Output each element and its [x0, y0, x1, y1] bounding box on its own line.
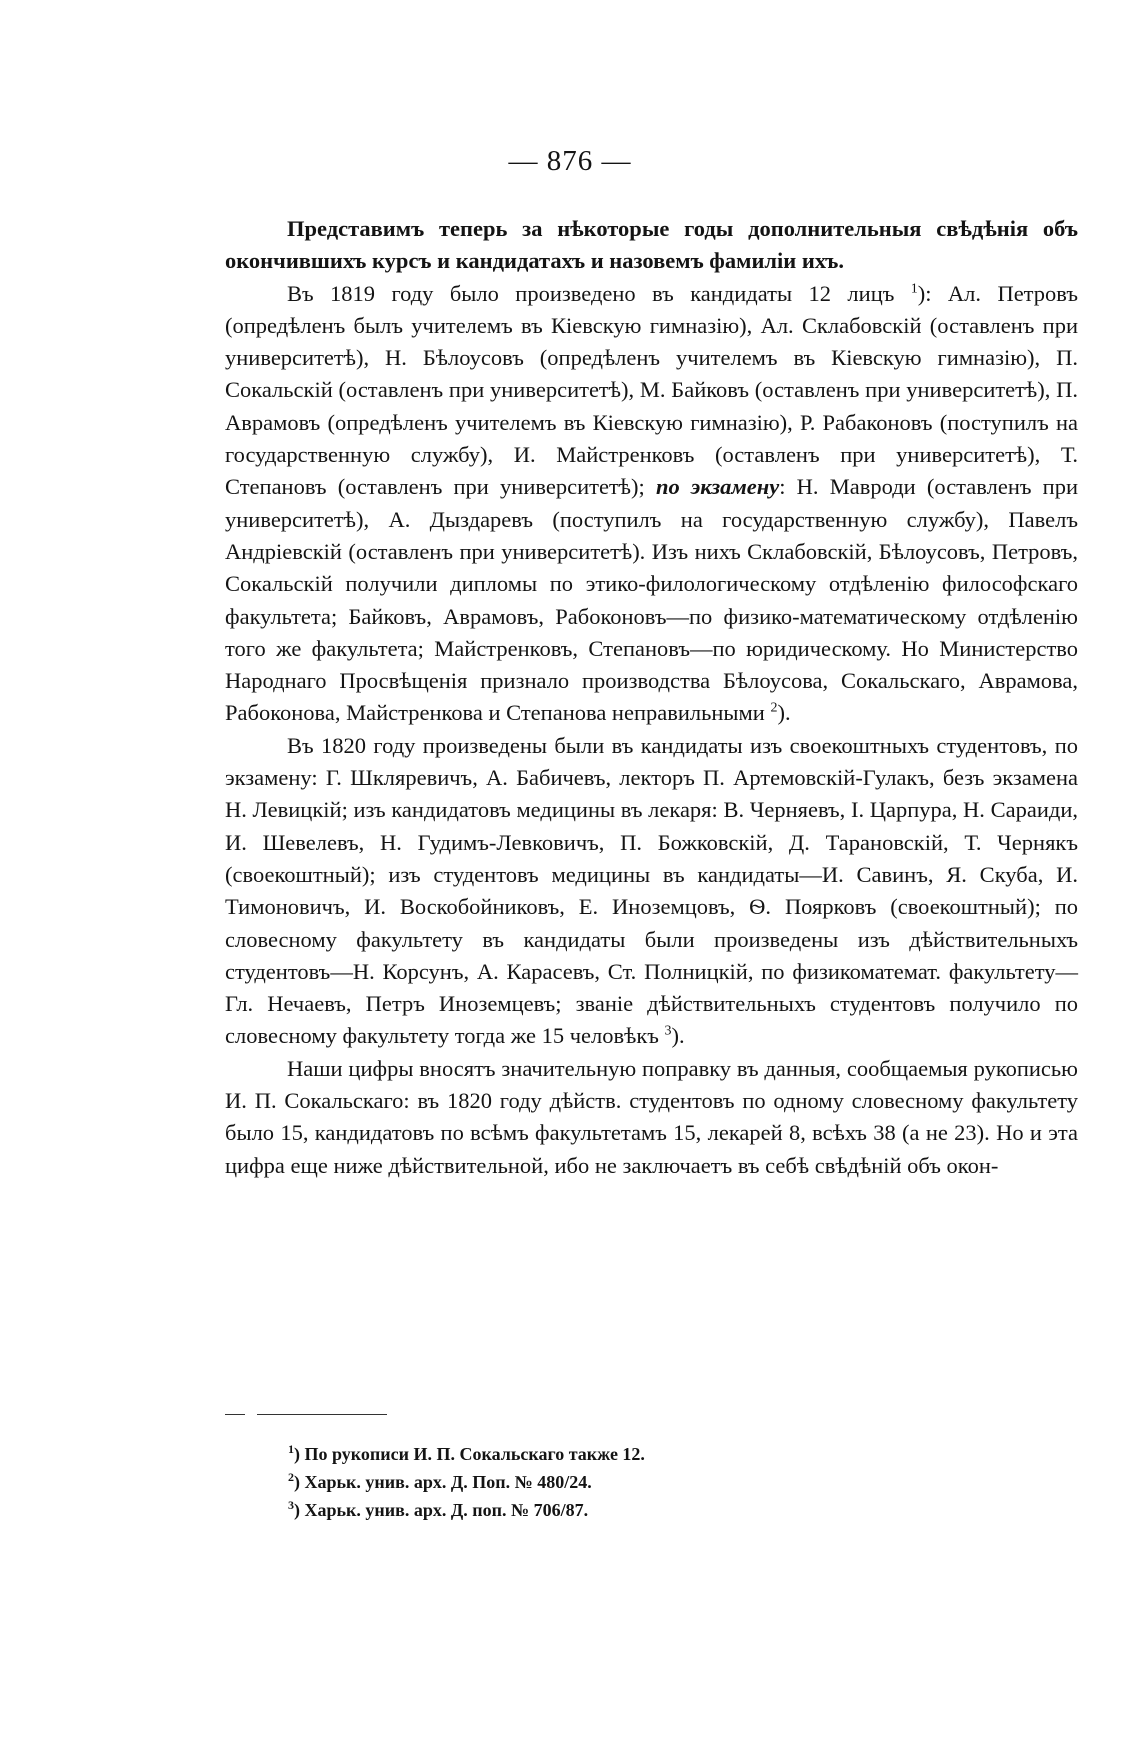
- paragraph-3-text-a: Въ 1820 году произведены были въ кандидаты изъ своекоштныхъ студентовъ, по экзамену: Г. Шкляревичъ, А. Бабичевъ, лекторъ П. Артемовскій-Гулакъ, безъ экзамена Н. Левицкій; изъ кандидатовъ медицины въ лекаря: В. Черняевъ, І. Царпура, Н. Сараиди, И. Шевелевъ, Н. Гудимъ-Левковичъ, П. Божковскій, Д. Тарановскій, Т. Чернякъ (своекоштный); изъ студентовъ медицины въ кандидаты—И. Савинъ, Я. Скуба, И. Тимоновичъ, И. Воскобойниковъ, Е. Иноземцовъ, Ѳ. Поярковъ (своекоштный); по словесному факультету въ кандидаты были произведены изъ дѣйствительныхъ студентовъ—Н. Корсунъ, А. Карасевъ, Ст. Полницкій, по физикоматемат. факультету—Гл. Нечаевъ, Петръ Иноземцевъ; званіе дѣйствительныхъ студентовъ получило по словесному факультету тогда же 15 человѣкъ: [225, 732, 1078, 1049]
- footnote-1: [288, 1440, 988, 1468]
- footnote-ref-3[interactable]: 3: [664, 1023, 672, 1039]
- footnote-3-mark: 3: [288, 1498, 294, 1512]
- paragraph-1: [225, 213, 1078, 278]
- footnote-ref-2[interactable]: 2: [770, 700, 778, 716]
- paragraph-2-text-b: ): Ал. Петровъ (опредѣленъ былъ учителемъ въ Кіевскую гимназію), Ал. Склабовскій (оставленъ при университетѣ), Н. Бѣлоусовъ (опредѣленъ учителемъ въ Кіевскую гимназію), П. Сокальскій (оставленъ при университетѣ), М. Байковъ (оставленъ при университетѣ), П. Аврамовъ (опредѣленъ учителемъ въ Кіевскую гимназію), Р. Рабаконовъ (поступилъ на государственную службу), И. Майстренковъ (оставленъ при университетѣ), Т. Степановъ (оставленъ при университетѣ);: [225, 280, 1078, 500]
- footnote-divider-short: [225, 1414, 245, 1415]
- footnote-3: [288, 1496, 988, 1524]
- paragraph-2: [225, 278, 1078, 730]
- paragraph-1-text: Представимъ теперь за нѣкоторые годы дополнительныя свѣдѣнія объ окончившихъ курсъ и кандидатахъ и назовемъ фамиліи ихъ.: [225, 216, 1078, 274]
- body-text: [225, 213, 1078, 1182]
- footnote-ref-1[interactable]: 1: [910, 281, 918, 297]
- footnote-1-mark: 1: [288, 1442, 294, 1456]
- footnote-1-text: ) По рукописи И. П. Сокальскаго также 12.: [294, 1444, 645, 1464]
- footnotes: [288, 1440, 988, 1524]
- paragraph-2-text-a: Въ 1819 году было произведено въ кандидаты 12 лицъ: [287, 280, 911, 306]
- footnote-3-text: ) Харьк. унив. арх. Д. поп. № 706/87.: [294, 1500, 589, 1520]
- page-number: — 876 —: [508, 145, 632, 177]
- paragraph-2-text-c: : Н. Мавроди (оставленъ при университетѣ), А. Дыздаревъ (поступилъ на государственную службу), Павелъ Андріевскій (оставленъ при университетѣ). Изъ нихъ Склабовскій, Бѣлоусовъ, Петровъ, Сокальскій получили дипломы по этико-филологическому отдѣленію философскаго факультета; Байковъ, Аврамовъ, Рабоконовъ—по физико-математическому отдѣленію того же факультета; Майстренковъ, Степановъ—по юридическому. Но Министерство Народнаго Просвѣщенія признало производства Бѣлоусова, Сокальскаго, Аврамова, Рабоконова, Майстренкова и Степанова неправильными: [225, 474, 1079, 726]
- paragraph-3: [225, 730, 1078, 1053]
- paragraph-4: [225, 1053, 1078, 1182]
- footnote-divider-long: [257, 1414, 387, 1415]
- paragraph-2-italic: по экзамену: [655, 474, 780, 500]
- paragraph-4-text: Наши цифры вносятъ значительную поправку въ данныя, сообщаемыя рукописью И. П. Сокальскаго: въ 1820 году дѣйств. студентовъ по одному словесному факультету было 15, кандидатовъ по всѣмъ факультетамъ 15, лекарей 8, всѣхъ 38 (а не 23). Но и эта цифра еще ниже дѣйствительной, ибо не заключаетъ въ себѣ свѣдѣній объ окон-: [225, 1055, 1078, 1178]
- paragraph-3-text-b: ).: [671, 1023, 685, 1049]
- paragraph-2-text-d: ).: [777, 700, 791, 726]
- footnote-2-text: ) Харьк. унив. арх. Д. Поп. № 480/24.: [294, 1472, 592, 1492]
- footnote-2-mark: 2: [288, 1470, 294, 1484]
- footnote-2: [288, 1468, 988, 1496]
